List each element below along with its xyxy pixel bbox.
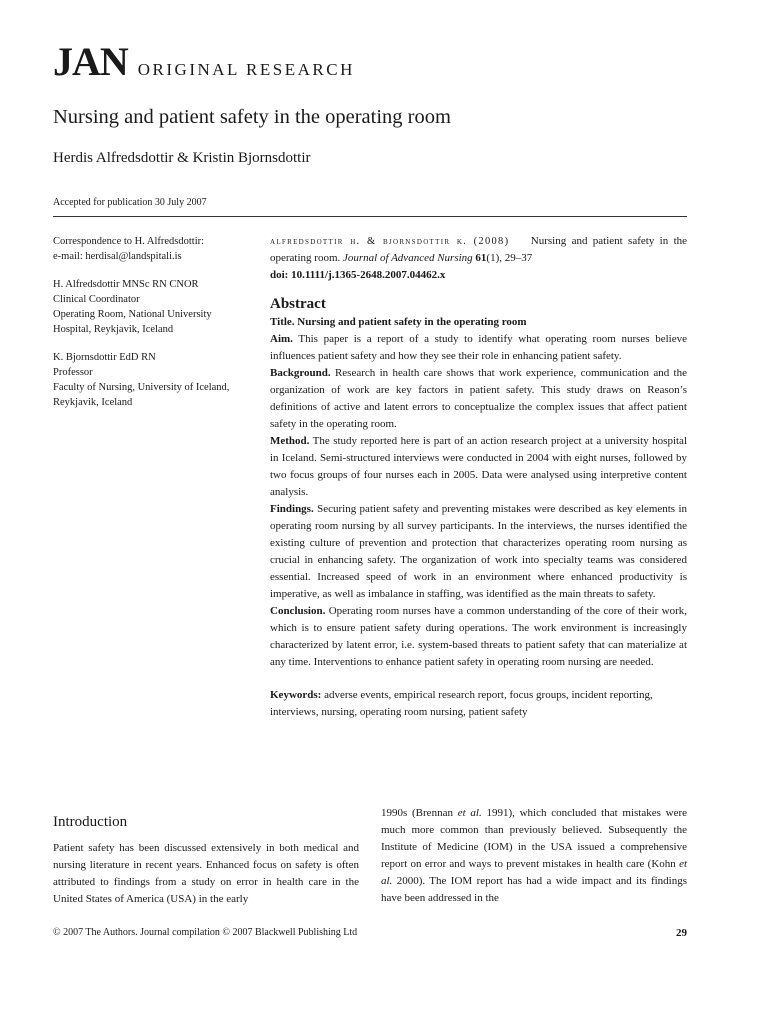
- abstract-method: [270, 433, 687, 501]
- citation-title: Nursing and patient safety in the operating room.: [270, 235, 688, 264]
- citation-authors: alfredsdottir h. & bjornsdottir k. (2008): [270, 236, 510, 247]
- header-divider: [53, 216, 687, 217]
- correspondence-block: [53, 234, 253, 264]
- citation-pages: (1), 29–37: [486, 252, 533, 264]
- article-authors: Herdis Alfredsdottir & Kristin Bjornsdottir: [53, 150, 311, 166]
- accepted-date: Accepted for publication 30 July 2007: [53, 197, 207, 208]
- findings-text: Securing patient safety and preventing mistakes were described as key elements in operating room nursing by all survey participants. In the interviews, the nurses identified the existing culture of prevention and protection that characterizes operating room nursing as crucial in enhancing safety. The organization of work into specialty teams was considered essential. Increased speed of work in an environment where enhanced productivity is imperative, as well as imbalance in staffing, was identified as the main threats to safety.: [270, 503, 688, 600]
- intro-right-end: 2000). The IOM report has had a wide impact and its findings have been addressed in the: [381, 875, 687, 904]
- citation-journal: Journal of Advanced Nursing: [343, 252, 473, 264]
- author2-role: Professor: [53, 367, 93, 378]
- abstract-heading: Abstract: [270, 296, 326, 312]
- et-al-2: et al.: [381, 858, 688, 887]
- author1-dept: Operating Room, National University: [53, 309, 212, 320]
- author1-location: Hospital, Reykjavik, Iceland: [53, 324, 174, 335]
- author2-dept: Faculty of Nursing, University of Iceland,: [53, 382, 230, 393]
- citation: [270, 233, 687, 267]
- journal-logo: JAN: [53, 39, 128, 84]
- abstract-title-label: Title.: [270, 316, 295, 328]
- citation-doi[interactable]: doi: 10.1111/j.1365-2648.2007.04462.x: [270, 269, 446, 281]
- author1-affiliation: [53, 277, 253, 337]
- intro-right-column: [381, 805, 687, 907]
- method-text: The study reported here is part of an action research project at a university hospital in Iceland. Semi-structured interviews were conducted in 2004 with eight nurses, followed by two focus groups of four nurses each in 2005. Data were analysed using interpretive content analysis.: [270, 435, 687, 498]
- author2-affiliation: [53, 350, 253, 410]
- author1-role: Clinical Coordinator: [53, 294, 140, 305]
- method-label: Method.: [270, 435, 310, 447]
- author2-name: K. Bjornsdottir EdD RN: [53, 352, 156, 363]
- abstract-title-text: Nursing and patient safety in the operating room: [297, 316, 527, 328]
- page-number: 29: [676, 927, 687, 939]
- author1-name: H. Alfredsdottir MNSc RN CNOR: [53, 279, 199, 290]
- conclusion-text: Operating room nurses have a common understanding of the core of their work, which is to ensure patient safety during operations. The work environment is increasingly characterized by latent error, i.e. system-based threats to patient safety that can materialize at any time. Interventions to enhance patient safety in operating room nursing are needed.: [270, 605, 688, 668]
- intro-right-start: 1990s (Brennan: [381, 807, 453, 819]
- affiliations: [53, 234, 253, 423]
- abstract-conclusion: [270, 603, 687, 671]
- introduction-heading: Introduction: [53, 814, 128, 830]
- journal-masthead: [53, 39, 355, 84]
- article-title: Nursing and patient safety in the operating room: [53, 106, 451, 128]
- findings-label: Findings.: [270, 503, 314, 515]
- correspondence-email[interactable]: e-mail: herdisal@landspitali.is: [53, 251, 182, 262]
- correspondence-line: Correspondence to H. Alfredsdottir:: [53, 236, 205, 247]
- aim-label: Aim.: [270, 333, 293, 345]
- abstract-title: [270, 314, 687, 331]
- keywords-text: adverse events, empirical research report, focus groups, incident reporting, interviews, nursing, operating room nursing, patient safety: [270, 689, 653, 718]
- intro-left-column: [53, 812, 359, 908]
- footer-copyright: © 2007 The Authors. Journal compilation © 2007 Blackwell Publishing Ltd: [53, 927, 358, 938]
- citation-volume: 61: [475, 252, 487, 264]
- background-text: Research in health care shows that work experience, communication and the organization of work are key factors in patient safety. This study draws on Reason’s definitions of active and latent errors to conceptualize the complex issues that affect patient safety in the operating room.: [270, 367, 687, 430]
- aim-text: This paper is a report of a study to identify what operating room nurses believe influences patient safety and how they see their role in enhancing patient safety.: [270, 333, 687, 362]
- background-label: Background.: [270, 367, 331, 379]
- intro-paragraph-right: [381, 805, 687, 907]
- abstract-aim: [270, 331, 687, 365]
- author2-location: Reykjavik, Iceland: [53, 397, 133, 408]
- abstract-findings: [270, 501, 687, 603]
- keywords: [270, 687, 687, 721]
- et-al-1: et al.: [457, 807, 482, 819]
- section-label: ORIGINAL RESEARCH: [137, 60, 355, 79]
- intro-right-middle: 1991), which concluded that mistakes were much more common than previously believed. Subsequently the Institute of Medicine (IOM) in the USA issued a comprehensive report on error and ways to prevent mistakes in health care (Kohn: [381, 807, 688, 870]
- conclusion-label: Conclusion.: [270, 605, 326, 617]
- intro-paragraph-left: Patient safety has been discussed extensively in both medical and nursing literature in recent years. Enhanced focus on safety is often attributed to findings from a study on error in health care in the United States of America (USA) in the early: [53, 842, 359, 905]
- keywords-label: Keywords:: [270, 689, 322, 701]
- abstract-column: [270, 233, 687, 721]
- abstract-background: [270, 365, 687, 433]
